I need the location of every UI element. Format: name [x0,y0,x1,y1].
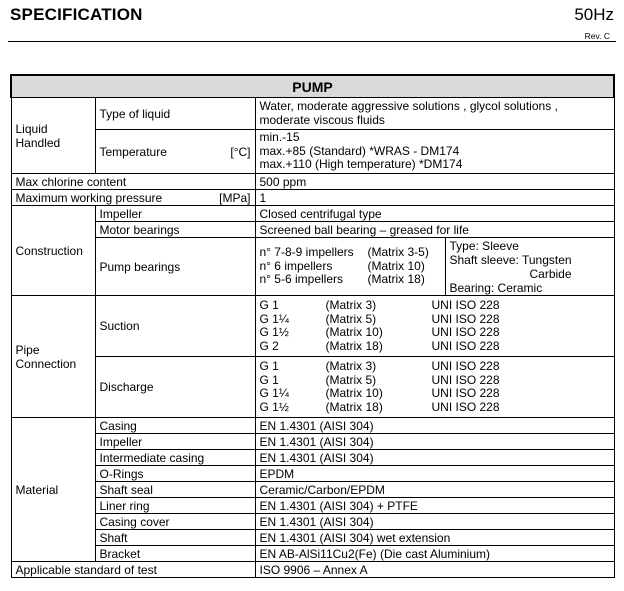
pipe-matrix: (Matrix 5) [325,373,377,387]
frequency-label: 50Hz [574,5,614,24]
pipe-size: G 1¼ [259,312,289,326]
material-label: Intermediate casing [95,450,255,466]
temperature-unit: [°C] [230,144,251,159]
pressure-label-cell [11,190,255,206]
type-of-liquid-value: Water, moderate aggressive solutions , glycol solutions , moderate viscous fluids [255,98,614,130]
pipe-size: G 1 [259,360,279,373]
bearing-note: Carbide [529,266,572,281]
pressure-unit: [MPa] [219,190,251,205]
temperature-line: max.+85 (Standard) *WRAS - DM174 [259,143,460,158]
pipe-standard: UNI ISO 228 [431,326,500,339]
type-of-liquid-label: Type of liquid [95,98,255,130]
suction-label: Suction [95,296,255,357]
standard-label: Applicable standard of test [11,562,255,578]
material-value: EPDM [255,466,614,482]
temperature-label-cell [95,130,255,174]
pipe-standard: UNI ISO 228 [431,360,500,373]
pipe-size: G 1¼ [259,387,289,400]
pipe-size: G 2 [259,339,279,353]
pump-bearings-label: Pump bearings [95,238,255,296]
material-label: Shaft seal [95,482,255,498]
pump-bearings-impellers [255,238,445,296]
bearing-note: Shaft sleeve: Tungsten [449,252,572,267]
pipe-matrix: (Matrix 10) [325,326,383,339]
pipe-size: G 1 [259,373,279,387]
pipe-standard: UNI ISO 228 [431,387,500,400]
pump-bearings-notes [445,238,614,296]
pipe-matrix: (Matrix 5) [325,312,377,326]
revision-label: Rev. C [584,31,610,41]
impeller-value: Closed centrifugal type [255,206,614,222]
material-value: EN 1.4301 (AISI 304) [255,514,614,530]
material-value: Ceramic/Carbon/EPDM [255,482,614,498]
pipe-matrix: (Matrix 10) [325,387,383,400]
material-value: EN 1.4301 (AISI 304) [255,434,614,450]
pipe-matrix: (Matrix 3) [325,299,377,312]
bearing-note: Bearing: Ceramic [449,280,543,295]
material-label: Liner ring [95,498,255,514]
construction-group-label: Construction [11,206,95,296]
impeller-matrix: (Matrix 18) [367,273,425,287]
material-value: EN AB-AlSi11Cu2(Fe) (Die cast Aluminium) [255,546,614,562]
material-label: Casing [95,418,255,434]
temperature-line: min.-15 [259,130,300,145]
table-title: PUMP [11,75,614,98]
discharge-values [255,357,614,418]
pipe-standard: UNI ISO 228 [431,299,500,312]
chlorine-value: 500 ppm [255,174,614,190]
pressure-value: 1 [255,190,614,206]
material-value: EN 1.4301 (AISI 304) + PTFE [255,498,614,514]
material-group-label: Material [11,418,95,562]
temperature-label: Temperature [99,144,167,159]
pipe-standard: UNI ISO 228 [431,312,500,326]
impeller-matrix: (Matrix 10) [367,259,425,273]
material-value: EN 1.4301 (AISI 304) [255,418,614,434]
material-value: EN 1.4301 (AISI 304) wet extension [255,530,614,546]
impeller-count: n° 5-6 impellers [259,273,343,287]
impeller-count: n° 7-8-9 impellers [259,246,354,260]
pressure-label: Maximum working pressure [15,190,163,205]
pipe-matrix: (Matrix 3) [325,360,377,373]
chlorine-label: Max chlorine content [11,174,255,190]
pipe-group-label: Pipe Connection [11,296,95,418]
material-label: Impeller [95,434,255,450]
standard-value: ISO 9906 – Annex A [255,562,614,578]
suction-list [260,299,610,353]
motor-bearings-value: Screened ball bearing – greased for life [255,222,614,238]
suction-values [255,296,614,357]
pipe-matrix: (Matrix 18) [325,400,383,414]
pipe-size: G 1 [259,299,279,312]
temperature-value [255,130,614,174]
header-rule [8,41,616,42]
pipe-standard: UNI ISO 228 [431,400,500,414]
pipe-standard: UNI ISO 228 [431,339,500,353]
material-label: Bracket [95,546,255,562]
pipe-size: G 1½ [259,400,289,414]
material-label: Shaft [95,530,255,546]
pipe-matrix: (Matrix 18) [325,339,383,353]
discharge-list [260,360,610,414]
spec-table [10,74,615,578]
impeller-count: n° 6 impellers [259,259,333,273]
pump-bearings-list [260,246,441,287]
pipe-size: G 1½ [259,326,289,339]
temperature-line: max.+110 (High temperature) *DM174 [259,157,463,172]
pipe-standard: UNI ISO 228 [431,373,500,387]
spec-title: SPECIFICATION [10,5,143,24]
liquid-group-label: Liquid Handled [11,98,95,174]
impeller-matrix: (Matrix 3-5) [367,246,429,260]
impeller-label: Impeller [95,206,255,222]
material-label: Casing cover [95,514,255,530]
motor-bearings-label: Motor bearings [95,222,255,238]
discharge-label: Discharge [95,357,255,418]
bearing-note: Type: Sleeve [449,238,519,253]
material-label: O-Rings [95,466,255,482]
material-value: EN 1.4301 (AISI 304) [255,450,614,466]
